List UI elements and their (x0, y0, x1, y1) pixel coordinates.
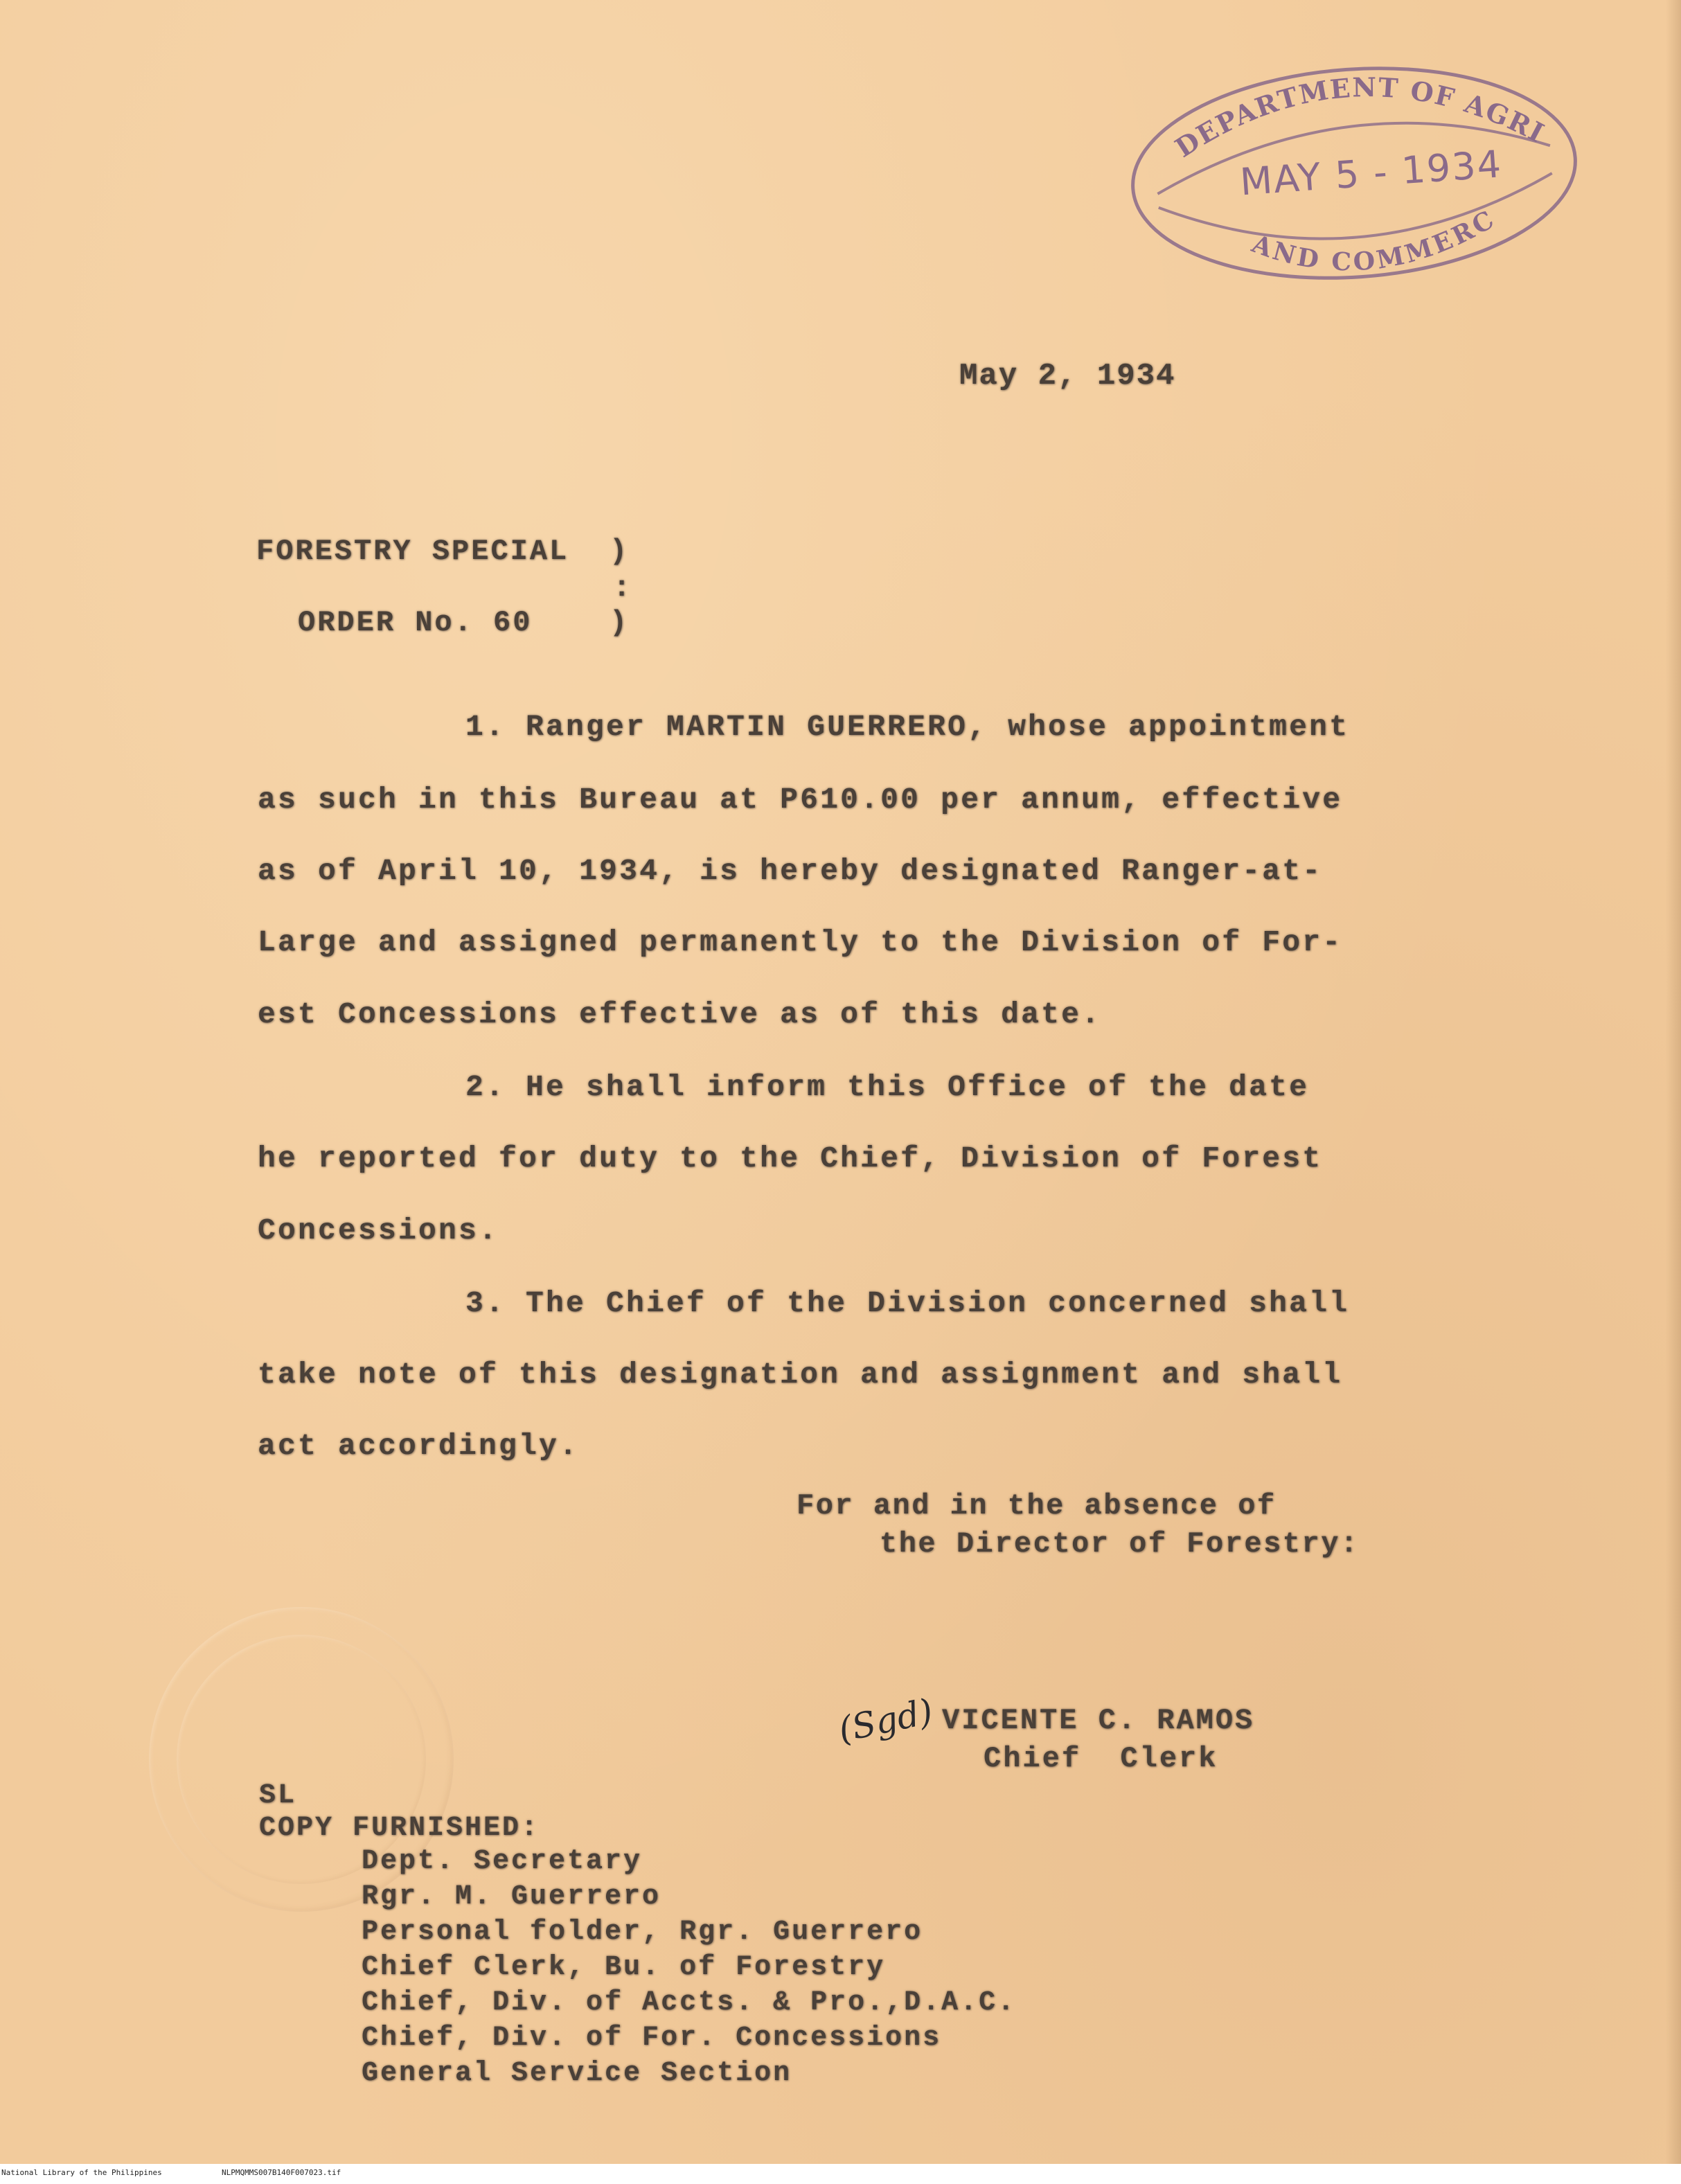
copy-furnished-item: Rgr. M. Guerrero (362, 1881, 661, 1912)
order-title-line2: ORDER No. 60 (298, 606, 533, 639)
copy-furnished-heading: COPY FURNISHED: (259, 1813, 540, 1844)
signer-title: Chief Clerk (984, 1742, 1218, 1775)
signer-name: VICENTE C. RAMOS (942, 1704, 1255, 1737)
paragraph-1-line-1: 1. Ranger MARTIN GUERRERO, whose appointment (465, 710, 1350, 744)
paragraph-1-line-2: as such in this Bureau at P610.00 per annum, effective (258, 783, 1343, 817)
order-title-line1: FORESTRY SPECIAL (256, 535, 569, 568)
stamp-date: MAY 5 - 1934 (1238, 142, 1504, 204)
copy-furnished-item: General Service Section (362, 2058, 792, 2089)
stamp-top-text: DEPARTMENT OF AGRICULTURE (1107, 46, 1551, 163)
footer-library-label: National Library of the Philippines (1, 2168, 162, 2177)
closing-line-1: For and in the absence of (797, 1489, 1277, 1522)
paragraph-1-line-5: est Concessions effective as of this date. (258, 997, 1102, 1031)
order-brace-bottom: ) (610, 606, 628, 639)
typist-initials: SL (259, 1780, 297, 1811)
closing-line-2: the Director of Forestry: (880, 1527, 1360, 1561)
paragraph-3-line-2: take note of this designation and assignment and shall (258, 1358, 1343, 1392)
paragraph-2-line-1: 2. He shall inform this Office of the date (465, 1070, 1310, 1104)
order-brace-top: ) (610, 535, 628, 568)
copy-furnished-item: Dept. Secretary (362, 1846, 643, 1877)
copy-furnished-item: Chief, Div. of Accts. & Pro.,D.A.C. (362, 1987, 1017, 2018)
order-brace-middle: : (613, 571, 631, 605)
paragraph-2-line-2: he reported for duty to the Chief, Division of Forest (258, 1142, 1323, 1175)
paragraph-1-line-4: Large and assigned permanently to the Division of For- (258, 925, 1343, 959)
paragraph-3-line-3: act accordingly. (258, 1429, 580, 1463)
copy-furnished-item: Personal folder, Rgr. Guerrero (362, 1917, 923, 1948)
paragraph-3-line-1: 3. The Chief of the Division concerned shall (465, 1286, 1350, 1320)
received-stamp (1108, 39, 1601, 307)
copy-furnished-item: Chief, Div. of For. Concessions (362, 2023, 942, 2054)
letter-date: May 2, 1934 (959, 359, 1176, 393)
paragraph-2-line-3: Concessions. (258, 1214, 499, 1248)
paragraph-1-line-3: as of April 10, 1934, is hereby designated Ranger-at- (258, 854, 1323, 888)
footer-file-code: NLPMQMMS007B140F007023.tif (222, 2168, 341, 2177)
stamp-bottom-text: AND COMMERCE (1107, 48, 1502, 277)
copy-furnished-item: Chief Clerk, Bu. of Forestry (362, 1952, 886, 1983)
paper-edge-shadow (1666, 0, 1681, 2164)
signature-mark: (Sgd) (835, 1691, 936, 1750)
